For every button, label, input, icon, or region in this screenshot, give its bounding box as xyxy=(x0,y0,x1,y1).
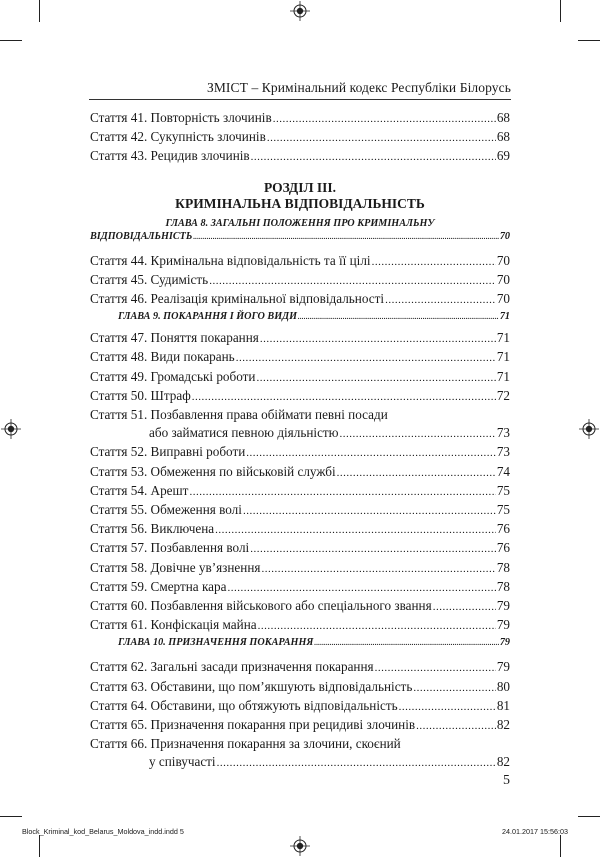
toc-entry[interactable] xyxy=(90,252,510,271)
toc-entry-label: Стаття 47. Поняття покарання xyxy=(90,330,259,346)
toc-entry-page: 76 xyxy=(496,521,510,537)
dot-leader xyxy=(314,637,498,650)
registration-mark-icon xyxy=(1,419,21,439)
dot-leader xyxy=(416,717,496,735)
toc-entry-label: Стаття 46. Реалізація кримінальної відповідальності xyxy=(90,291,385,307)
toc-entry[interactable] xyxy=(90,482,510,501)
toc-entry-label: Стаття 57. Позбавлення волі xyxy=(90,540,250,556)
dot-leader xyxy=(385,291,496,309)
dot-leader xyxy=(192,388,496,406)
chapter-heading[interactable] xyxy=(90,217,510,244)
dot-leader xyxy=(227,579,495,597)
crop-mark xyxy=(39,0,40,22)
crop-mark xyxy=(578,816,600,817)
toc-entry[interactable] xyxy=(90,290,510,309)
toc-entry-page: 71 xyxy=(496,330,510,346)
toc-entry[interactable] xyxy=(90,716,510,735)
toc-entry-page: 78 xyxy=(496,578,510,594)
toc-entry[interactable] xyxy=(90,406,510,443)
toc-entry-label: Стаття 61. Конфіскація майна xyxy=(90,617,257,633)
toc-entry-page: 75 xyxy=(496,482,510,498)
chapter-heading[interactable] xyxy=(90,636,510,650)
toc-entry-label: Стаття 41. Повторність злочинів xyxy=(90,110,272,125)
dot-leader xyxy=(189,483,495,501)
chapter-title: ГЛАВА 9. ПОКАРАННЯ І ЙОГО ВИДИ xyxy=(118,311,298,323)
dot-leader xyxy=(433,598,496,616)
toc-entry[interactable] xyxy=(90,443,510,462)
footer-filename: Block_Kriminal_kod_Belarus_Moldova_indd.indd 5 xyxy=(22,827,184,836)
toc-entry-page: 71 xyxy=(496,349,510,365)
toc-entry-page: 73 xyxy=(496,444,510,460)
toc-entry-label: Стаття 50. Штраф xyxy=(90,387,191,403)
toc-entry-page: 79 xyxy=(496,598,510,614)
toc-entry-label: Стаття 49. Громадські роботи xyxy=(90,368,256,384)
toc-entry-label: Стаття 53. Обмеження по військовій службі xyxy=(90,463,336,479)
crop-mark xyxy=(560,0,561,22)
crop-mark xyxy=(578,40,600,41)
dot-leader xyxy=(217,754,496,772)
dot-leader xyxy=(413,679,495,697)
dot-leader xyxy=(267,129,496,147)
section-title: КРИМІНАЛЬНА ВІДПОВІДАЛЬНІСТЬ xyxy=(175,195,425,211)
toc-entry[interactable] xyxy=(90,147,510,166)
chapter-title: ГЛАВА 10. ПРИЗНАЧЕННЯ ПОКАРАННЯ xyxy=(118,637,314,649)
dot-leader xyxy=(209,272,496,290)
toc-entry-label-continued: у співучасті xyxy=(149,754,216,770)
toc-entry-label: Стаття 48. Види покарань xyxy=(90,349,235,365)
dot-leader xyxy=(375,659,496,677)
toc-entry-label: Стаття 43. Рецидив злочинів xyxy=(90,148,250,164)
toc-entry-label: Стаття 59. Смертна кара xyxy=(90,578,227,594)
dot-leader xyxy=(243,502,496,520)
toc-entry-page: 68 xyxy=(496,110,510,125)
toc-entry-page: 78 xyxy=(496,559,510,575)
toc-entry-label: Стаття 62. Загальні засади призначення покарання xyxy=(90,659,374,675)
dot-leader xyxy=(372,253,496,271)
toc-entry-label: Стаття 45. Судимість xyxy=(90,271,209,287)
toc-entry-page: 74 xyxy=(496,463,510,479)
footer-timestamp: 24.01.2017 15:56:03 xyxy=(502,827,568,836)
chapter-page: 70 xyxy=(499,230,510,242)
toc-entry-page: 80 xyxy=(496,678,510,694)
toc-entry-page: 72 xyxy=(496,387,510,403)
toc-entry[interactable] xyxy=(90,735,510,772)
toc-entry-page: 79 xyxy=(496,659,510,675)
toc-entry-label: Стаття 54. Арешт xyxy=(90,482,189,498)
dot-leader xyxy=(340,425,496,443)
section-heading xyxy=(90,180,510,212)
toc-entry[interactable] xyxy=(90,597,510,616)
table-of-contents xyxy=(90,109,510,773)
toc-entry-label: Стаття 44. Кримінальна відповідальність та її цілі xyxy=(90,252,371,268)
dot-leader xyxy=(261,560,495,578)
toc-entry[interactable] xyxy=(90,271,510,290)
toc-entry-label: Стаття 42. Сукупність злочинів xyxy=(90,129,266,145)
chapter-page: 79 xyxy=(499,637,510,649)
toc-entry-page: 82 xyxy=(496,754,510,770)
toc-entry[interactable] xyxy=(90,501,510,520)
toc-entry-label-continued: або займатися певною діяльністю xyxy=(149,425,339,441)
crop-mark xyxy=(39,835,40,857)
dot-leader xyxy=(260,330,496,348)
toc-entry[interactable] xyxy=(90,463,510,482)
toc-entry-page: 68 xyxy=(496,129,510,145)
toc-entry-page: 79 xyxy=(496,617,510,633)
crop-mark xyxy=(0,40,22,41)
chapter-title-line: ВІДПОВІДАЛЬНІСТЬ xyxy=(90,230,193,242)
dot-leader xyxy=(251,148,496,166)
dot-leader xyxy=(273,110,496,128)
chapter-title-line: ГЛАВА 8. ЗАГАЛЬНІ ПОЛОЖЕННЯ ПРО КРИМІНАЛЬНУ xyxy=(165,217,435,229)
toc-entry-page: 81 xyxy=(496,697,510,713)
toc-entry-page: 70 xyxy=(496,291,510,307)
dot-leader xyxy=(250,540,496,558)
toc-entry-label: Стаття 56. Виключена xyxy=(90,521,215,537)
crop-mark xyxy=(0,816,22,817)
toc-entry[interactable] xyxy=(90,578,510,597)
toc-entry-label: Стаття 60. Позбавлення військового або спеціального звання xyxy=(90,598,432,614)
toc-entry[interactable] xyxy=(90,128,510,147)
dot-leader xyxy=(399,698,496,716)
toc-entry[interactable] xyxy=(90,616,510,635)
toc-entry-label: Стаття 64. Обставини, що обтяжують відповідальність xyxy=(90,697,398,713)
toc-entry[interactable] xyxy=(90,539,510,558)
toc-entry-label: Стаття 65. Призначення покарання при рецидиві злочинів xyxy=(90,717,416,733)
toc-entry-label: Стаття 58. Довічне ув’язнення xyxy=(90,559,261,575)
section-number: РОЗДІЛ ІІІ. xyxy=(263,179,337,195)
dot-leader xyxy=(193,231,498,244)
toc-entry[interactable] xyxy=(90,520,510,539)
dot-leader xyxy=(337,464,496,482)
dot-leader xyxy=(236,349,496,367)
toc-entry-label: Стаття 55. Обмеження волі xyxy=(90,502,242,518)
toc-entry[interactable] xyxy=(90,387,510,406)
header-rule xyxy=(89,99,511,100)
toc-entry-label: Стаття 51. Позбавлення права обіймати певні посади xyxy=(90,407,388,423)
toc-entry-page: 70 xyxy=(496,252,510,268)
registration-mark-icon xyxy=(290,836,310,856)
registration-mark-icon xyxy=(579,419,599,439)
toc-entry[interactable] xyxy=(90,109,510,128)
toc-entry-label: Стаття 66. Призначення покарання за злочини, скоєний xyxy=(90,736,401,752)
toc-entry[interactable] xyxy=(90,559,510,578)
registration-mark-icon xyxy=(290,1,310,21)
dot-leader xyxy=(246,444,496,462)
chapter-heading[interactable] xyxy=(90,310,510,324)
toc-entry-page: 69 xyxy=(496,148,510,164)
toc-entry-label: Стаття 63. Обставини, що пом’якшують відповідальність xyxy=(90,678,413,694)
toc-entry-page: 70 xyxy=(496,271,510,287)
toc-entry-page: 71 xyxy=(496,368,510,384)
toc-entry[interactable] xyxy=(90,658,510,677)
toc-entry-page: 82 xyxy=(496,717,510,733)
running-header: ЗМІСТ – Кримінальний кодекс Республіки Білорусь xyxy=(206,80,511,95)
page-number: 5 xyxy=(503,773,510,788)
dot-leader xyxy=(215,521,496,539)
toc-entry[interactable] xyxy=(90,329,510,348)
toc-entry-page: 76 xyxy=(496,540,510,556)
toc-entry[interactable] xyxy=(90,697,510,716)
toc-entry-label: Стаття 52. Виправні роботи xyxy=(90,444,246,460)
dot-leader xyxy=(258,617,496,635)
toc-entry[interactable] xyxy=(90,678,510,697)
toc-entry[interactable] xyxy=(90,368,510,387)
dot-leader xyxy=(298,311,499,324)
chapter-page: 71 xyxy=(499,311,510,323)
dot-leader xyxy=(256,369,495,387)
toc-entry-page: 73 xyxy=(496,425,510,441)
toc-entry-page: 75 xyxy=(496,502,510,518)
crop-mark xyxy=(560,835,561,857)
toc-entry[interactable] xyxy=(90,348,510,367)
